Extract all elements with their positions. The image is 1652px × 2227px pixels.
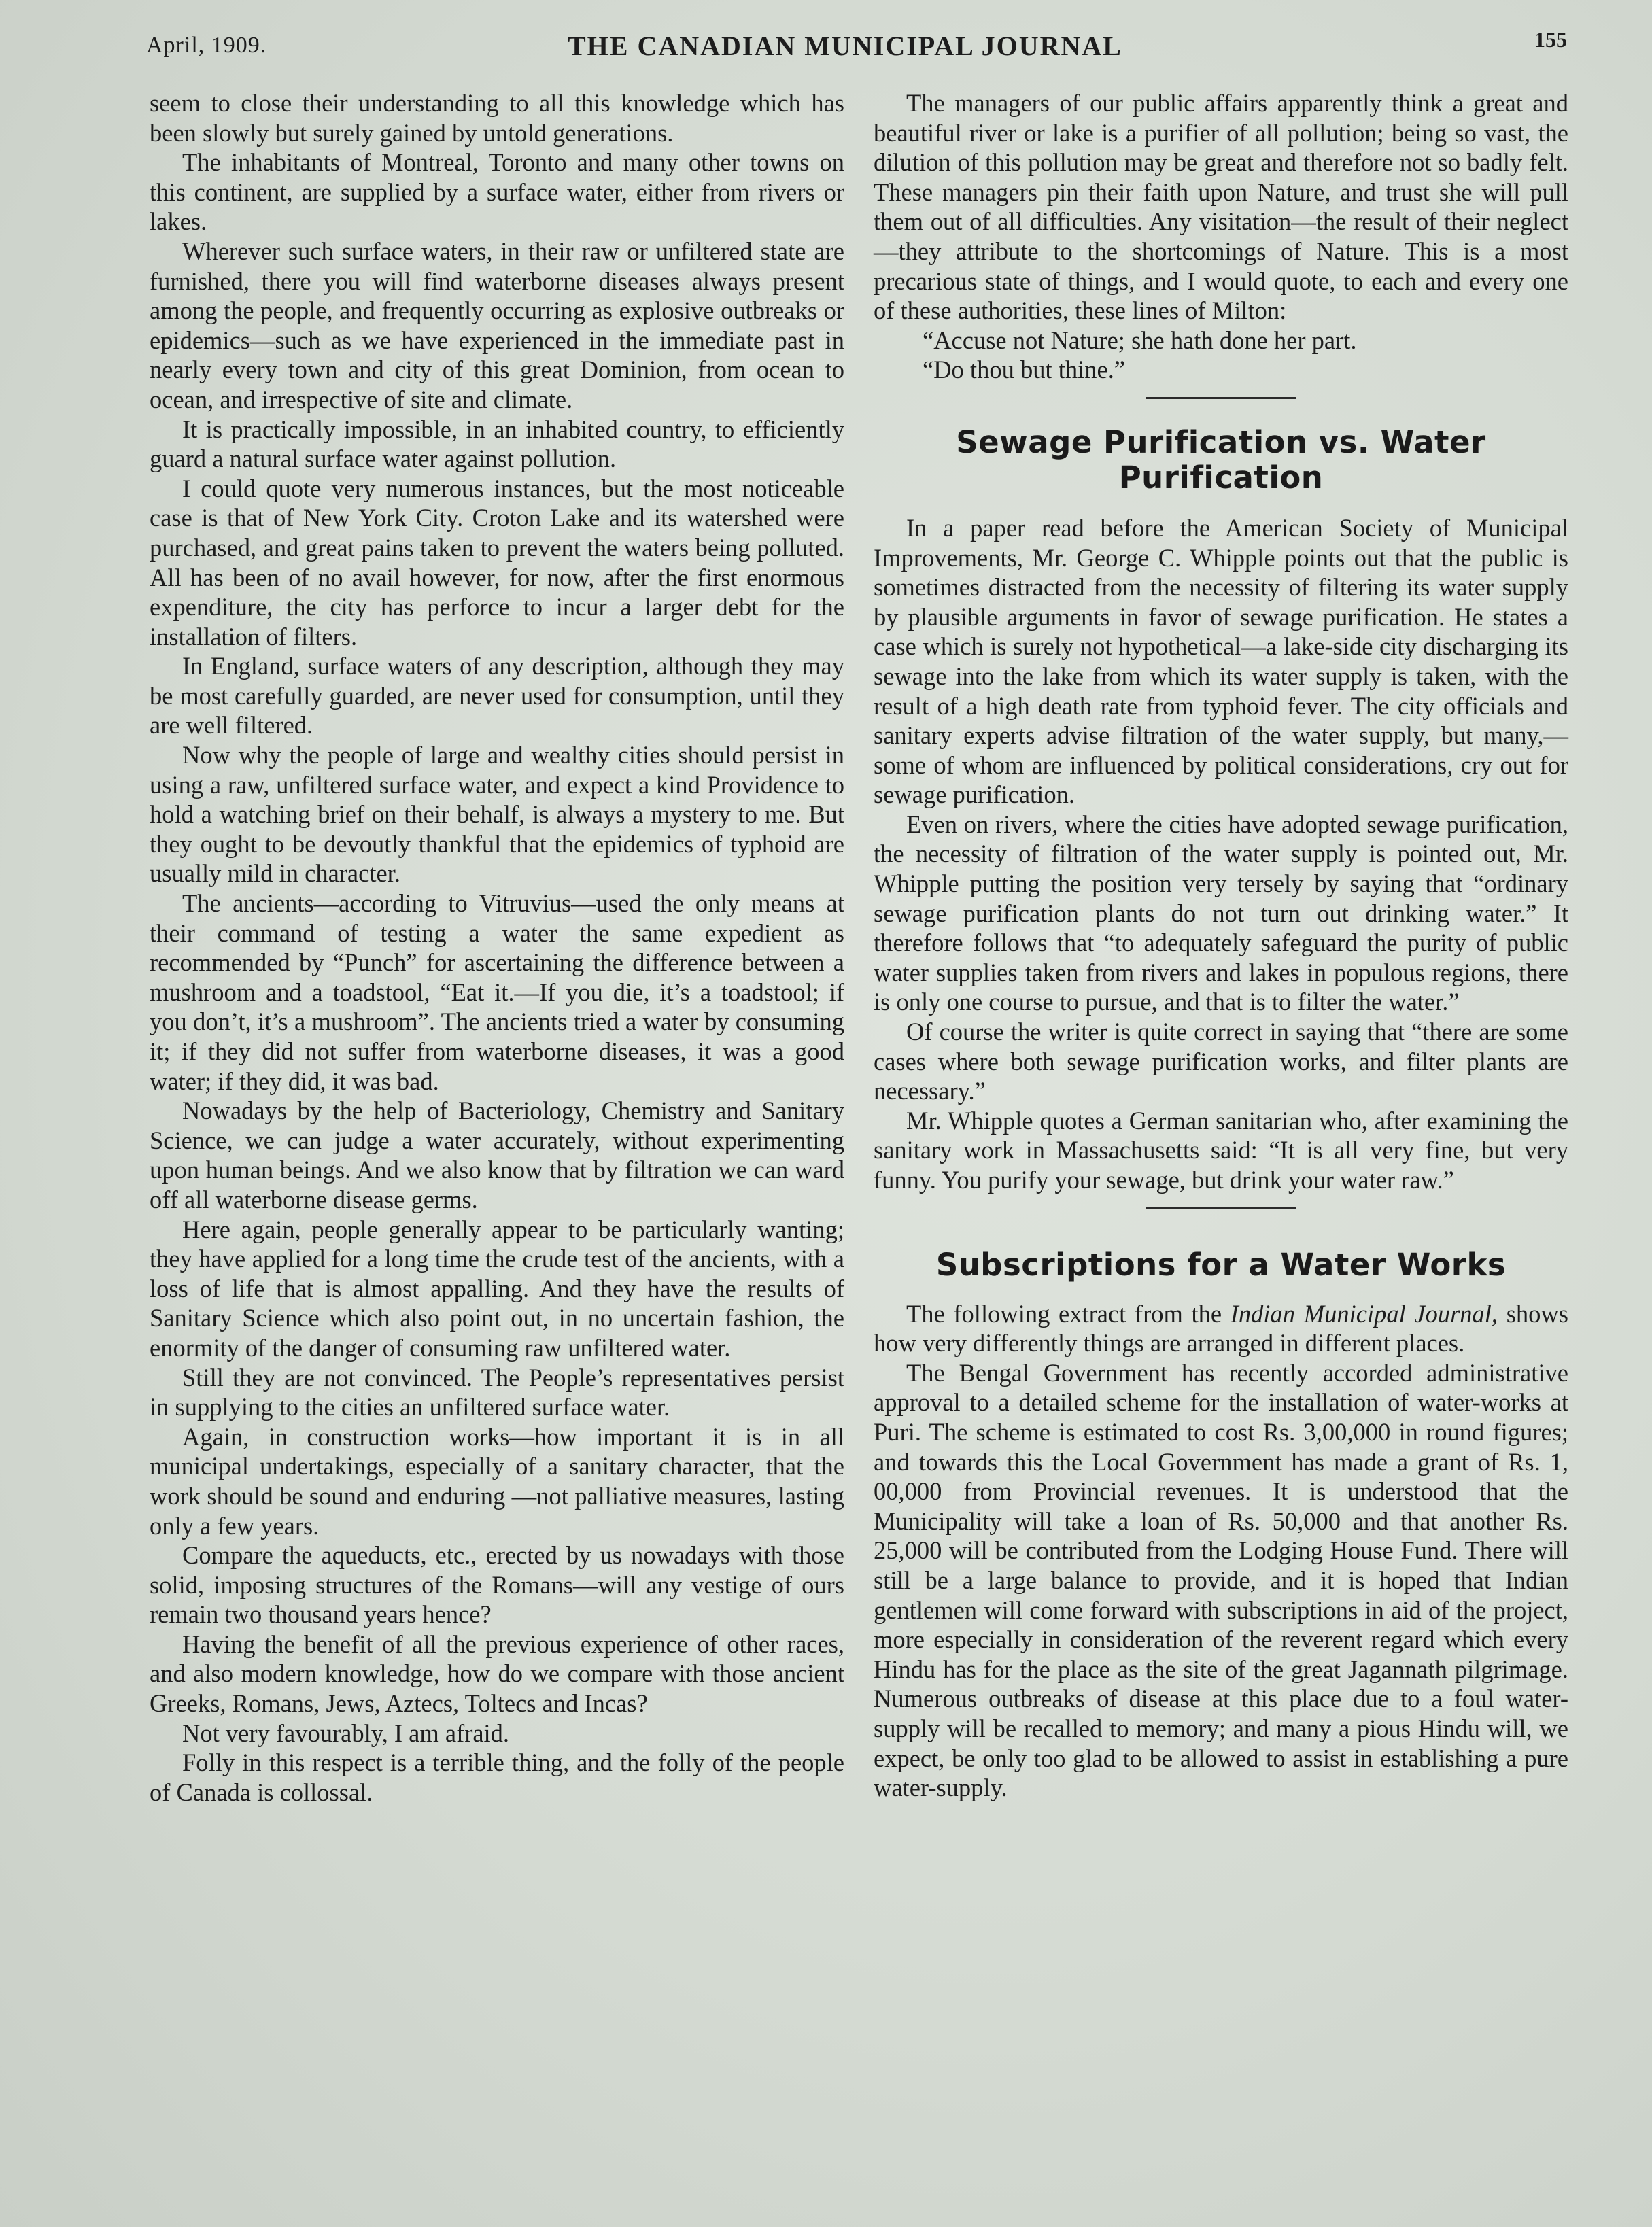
paragraph: Having the benefit of all the previous experience of other races, and also modern knowledge, how do we compare with those ancient Greeks, Romans, Jews, Aztecs, Toltecs and Incas? — [150, 1629, 844, 1718]
text-run: shows how very differently things are arranged in different places. — [874, 1299, 1568, 1358]
paragraph: The Bengal Government has recently accorded administrative approval to a detailed scheme for the installation of water-works at Puri. The scheme is estimated to cost Rs. 3,00,000 in round figures; and towards this the Local Government has made a grant of Rs. 1, 00,000 from Provincial revenues. It is understood that the Municipality will take a loan of Rs. 50,000 and that another Rs. 25,000 will be contributed from the Lodging House Fund. There will still be a large balance to provide, and it is hoped that Indian gentlemen will come forward with subscriptions in aid of the project, more especially in consideration of the reverent regard which every Hindu has for the place as the site of the great Jagannath pilgrimage. Numerous outbreaks of disease at this place due to a foul water-supply will be recalled to memory; and many a pious Hindu will, we expect, be only too glad to be allowed to assist in establishing a pure water-supply. — [874, 1358, 1568, 1802]
paragraph: seem to close their understanding to all this knowledge which has been slowly but surely gained by untold generations. — [150, 89, 844, 147]
paragraph: In a paper read before the American Society of Municipal Improvements, Mr. George C. Whipple points out that the public is sometimes distracted from the necessity of filtering its water supply by plausible arguments in favor of sewage purification. He states a case which is surely not hypothetical—a lake-side city discharging its sewage into the lake from which its water supply is taken, with the result of a high death rate from typhoid fever. The city officials and sanitary experts advise filtration of the water supply, but many,—some of whom are influenced by political considerations, cry out for sewage purification. — [874, 513, 1568, 809]
running-header — [146, 27, 1567, 68]
milton-quote-line: “Accuse not Nature; she hath done her part. — [923, 326, 1357, 354]
paragraph: The ancients—according to Vitruvius—used the only means at their command of testing a water the same expedient as recommended by “Punch” for ascertaining the difference between a mushroom and a toadstool, “Eat it.—If you die, it’s a toadstool; if you don’t, it’s a mushroom”. The ancients tried a water by consuming it; if they did not suffer from waterborne diseases, it was a good water; if they did, it was bad. — [150, 889, 844, 1095]
publication-name: Indian Municipal Journal, — [1230, 1299, 1498, 1328]
paragraph: In England, surface waters of any description, although they may be most carefully guarded, are never used for consumption, until they are well filtered. — [150, 652, 844, 740]
paragraph: Compare the aqueducts, etc., erected by us nowadays with those solid, imposing structures of the Romans—will any vestige of ours remain two thousand years hence? — [150, 1541, 844, 1629]
paragraph: Nowadays by the help of Bacteriology, Chemistry and Sanitary Science, we can judge a water accurately, without experimenting upon human beings. And we also know that by filtration we can ward off all waterborne disease germs. — [150, 1097, 844, 1213]
paragraph: I could quote very numerous instances, but the most noticeable case is that of New York City. Croton Lake and its watershed were purchased, and great pains taken to prevent the waters being polluted. All has been of no avail however, for now, after the first enormous expenditure, the city has perforce to incur a larger debt for the installation of filters. — [150, 474, 844, 651]
paragraph: The inhabitants of Montreal, Toronto and many other towns on this continent, are supplied by a surface water, either from rivers or lakes. — [150, 148, 844, 236]
paragraph: Now why the people of large and wealthy cities should persist in using a raw, unfiltered surface water, and expect a kind Providence to hold a watching brief on their behalf, is always a mystery to me. But they ought to be devoutly thankful that the epidemics of typhoid are usually mild in character. — [150, 741, 844, 888]
paragraph: Of course the writer is quite correct in saying that “there are some cases where both sewage purification works, and filter plants are necessary.” — [874, 1018, 1568, 1105]
paragraph — [874, 1299, 1568, 1358]
paragraph: Again, in construction works—how important it is in all municipal undertakings, especially of a sanitary character, that the work should be sound and enduring —not palliative measures, lasting only a few years. — [150, 1422, 844, 1540]
left-column — [150, 88, 844, 1807]
paragraph: Wherever such surface waters, in their raw or unfiltered state are furnished, there you will find waterborne diseases always present among the people, and frequently occurring as explosive outbreaks or epidemics—such as we have experienced in the immediate past in nearly every town and city of this great Dominion, from ocean to ocean, and irrespective of site and climate. — [150, 237, 844, 413]
section-divider — [1146, 397, 1296, 399]
journal-title: THE CANADIAN MUNICIPAL JOURNAL — [568, 31, 1122, 61]
milton-quote-line: “Do thou but thine.” — [923, 356, 1126, 384]
text-run: The following extract from the — [906, 1299, 1231, 1328]
paragraph: Still they are not convinced. The People’s representatives persist in supplying to the cities an unfiltered surface water. — [150, 1363, 844, 1421]
paragraph: Folly in this respect is a terrible thing, and the folly of the people of Canada is collossal. — [150, 1748, 844, 1806]
paragraph: Here again, people generally appear to be particularly wanting; they have applied for a long time the crude test of the ancients, with a loss of life that is almost appalling. And they have the results of Sanitary Science which also point out, in no uncertain fashion, the enormity of the danger of consuming raw unfiltered water. — [150, 1215, 844, 1362]
page-number: 155 — [1534, 27, 1567, 52]
paragraph: Even on rivers, where the cities have adopted sewage purification, the necessity of filtration of the water supply is pointed out, Mr. Whipple putting the position very tersely by saying that “ordinary sewage purification plants do not turn out drinking water.” It therefore follows that “to adequately safeguard the purity of public water supplies taken from rivers and lakes in populous regions, there is only one course to pursue, and that is to filter the water.” — [874, 810, 1568, 1016]
paragraph: It is practically impossible, in an inhabited country, to efficiently guard a natural surface water against pollution. — [150, 415, 844, 473]
article-heading: Sewage Purification vs. Water Purification — [956, 424, 1486, 496]
issue-date: April, 1909. — [146, 33, 267, 58]
right-column — [874, 88, 1568, 1803]
paragraph: Mr. Whipple quotes a German sanitarian who, after examining the sanitary work in Massachusetts said: “It is all very fine, but very funny. You purify your sewage, but drink your water raw.” — [874, 1106, 1568, 1194]
paragraph: Not very favourably, I am afraid. — [182, 1719, 510, 1747]
section-divider — [1146, 1207, 1296, 1209]
paragraph: The managers of our public affairs apparently think a great and beautiful river or lake is a purifier of all pollution; being so vast, the dilution of this pollution may be great and therefore not so badly felt. These managers pin their faith upon Nature, and trust she will pull them out of all difficulties. Any visitation—the result of their neglect—they attribute to the shortcomings of Nature. This is a most precarious state of things, and I would quote, to each and every one of these authorities, these lines of Milton: — [874, 89, 1568, 325]
article-heading: Subscriptions for a Water Works — [935, 1246, 1507, 1283]
